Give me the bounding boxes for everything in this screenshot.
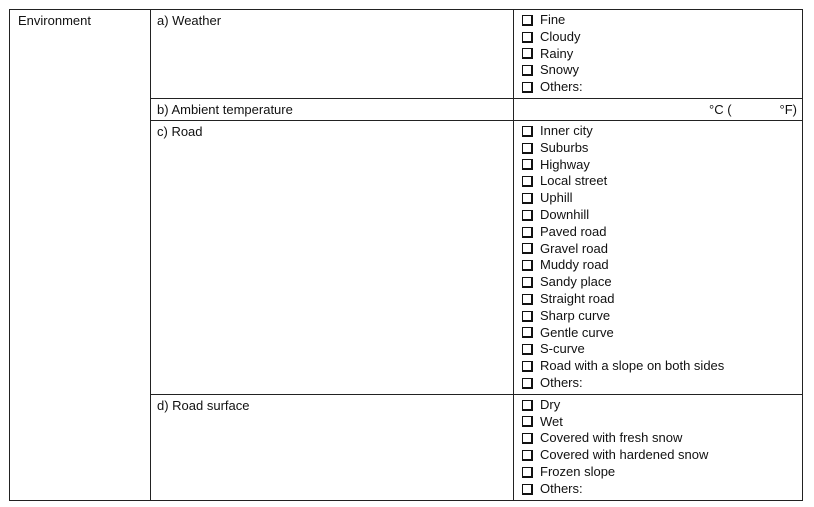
checkbox-label: Uphill [540,190,573,206]
checkbox-label: Frozen slope [540,463,616,479]
checkbox-option[interactable] [522,190,802,207]
temperature-label: b) Ambient temperature [157,102,293,117]
checkbox-option[interactable] [522,224,802,241]
checkbox-icon[interactable] [522,243,533,254]
weather-options-cell [514,10,803,99]
checkbox-icon[interactable] [522,193,533,204]
checkbox-label: Suburbs [540,139,589,155]
weather-label: a) Weather [157,13,222,28]
road-options [514,121,802,394]
checkbox-icon[interactable] [522,159,533,170]
checkbox-label: S-curve [540,341,585,357]
checkbox-icon[interactable] [522,210,533,221]
checkbox-label: Others: [540,79,583,95]
environment-form-table [9,9,803,501]
checkbox-option[interactable] [522,464,802,481]
checkbox-option[interactable] [522,291,802,308]
checkbox-icon[interactable] [522,277,533,288]
weather-options [514,10,802,98]
checkbox-label: Cloudy [540,28,581,44]
checkbox-option[interactable] [522,358,802,375]
checkbox-icon[interactable] [522,467,533,478]
checkbox-option[interactable] [522,12,802,29]
checkbox-option[interactable] [522,274,802,291]
category-cell [10,10,151,501]
checkbox-icon[interactable] [522,32,533,43]
checkbox-option[interactable] [522,397,802,414]
road-surface-options [514,395,802,500]
checkbox-icon[interactable] [522,400,533,411]
checkbox-option[interactable] [522,375,802,392]
checkbox-option[interactable] [522,62,802,79]
checkbox-label: Sandy place [540,274,612,290]
checkbox-label: Snowy [540,62,580,78]
checkbox-option[interactable] [522,241,802,258]
checkbox-icon[interactable] [522,260,533,271]
checkbox-option[interactable] [522,414,802,431]
checkbox-icon[interactable] [522,416,533,427]
checkbox-option[interactable] [522,140,802,157]
checkbox-icon[interactable] [522,294,533,305]
checkbox-option[interactable] [522,79,802,96]
road-options-cell [514,121,803,395]
checkbox-label: Downhill [540,206,590,222]
checkbox-label: Local street [540,173,608,189]
category-label: Environment [18,13,91,28]
road-label-cell [151,121,514,395]
checkbox-icon[interactable] [522,82,533,93]
road-label: c) Road [157,124,203,139]
checkbox-label: Paved road [540,223,607,239]
checkbox-icon[interactable] [522,227,533,238]
temperature-input-cell[interactable] [514,99,803,121]
checkbox-label: Straight road [540,290,615,306]
weather-row [10,10,803,99]
road-surface-label-cell [151,394,514,500]
checkbox-label: Inner city [540,123,593,138]
checkbox-icon[interactable] [522,361,533,372]
checkbox-label: Highway [540,156,590,172]
checkbox-icon[interactable] [522,311,533,322]
checkbox-label: Covered with hardened snow [540,447,709,463]
celsius-unit: °C ( [709,102,732,117]
road-surface-label: d) Road surface [157,397,250,413]
checkbox-option[interactable] [522,207,802,224]
road-surface-options-cell [514,394,803,500]
checkbox-icon[interactable] [522,48,533,59]
weather-label-cell [151,10,514,99]
checkbox-option[interactable] [522,46,802,63]
checkbox-option[interactable] [522,430,802,447]
checkbox-label: Road with a slope on both sides [540,358,725,374]
checkbox-option[interactable] [522,481,802,498]
checkbox-label: Wet [540,413,563,429]
checkbox-option[interactable] [522,157,802,174]
checkbox-icon[interactable] [522,450,533,461]
checkbox-icon[interactable] [522,378,533,389]
checkbox-icon[interactable] [522,433,533,444]
checkbox-label: Dry [540,396,561,412]
checkbox-label: Fine [540,12,566,27]
checkbox-icon[interactable] [522,344,533,355]
fahrenheit-unit: °F) [779,102,797,117]
checkbox-option[interactable] [522,325,802,342]
checkbox-label: Covered with fresh snow [540,430,683,446]
checkbox-icon[interactable] [522,143,533,154]
checkbox-icon[interactable] [522,126,533,137]
checkbox-icon[interactable] [522,327,533,338]
checkbox-label: Gravel road [540,240,608,256]
checkbox-icon[interactable] [522,15,533,26]
checkbox-label: Rainy [540,45,574,61]
checkbox-icon[interactable] [522,176,533,187]
checkbox-label: Gentle curve [540,324,614,340]
checkbox-option[interactable] [522,123,802,140]
checkbox-label: Others: [540,374,583,390]
checkbox-option[interactable] [522,173,802,190]
checkbox-option[interactable] [522,447,802,464]
checkbox-label: Sharp curve [540,307,611,323]
temperature-label-cell [151,99,514,121]
checkbox-icon[interactable] [522,484,533,495]
checkbox-option[interactable] [522,308,802,325]
checkbox-label: Muddy road [540,257,609,273]
checkbox-label: Others: [540,480,583,496]
checkbox-icon[interactable] [522,65,533,76]
checkbox-option[interactable] [522,29,802,46]
checkbox-option[interactable] [522,341,802,358]
checkbox-option[interactable] [522,257,802,274]
